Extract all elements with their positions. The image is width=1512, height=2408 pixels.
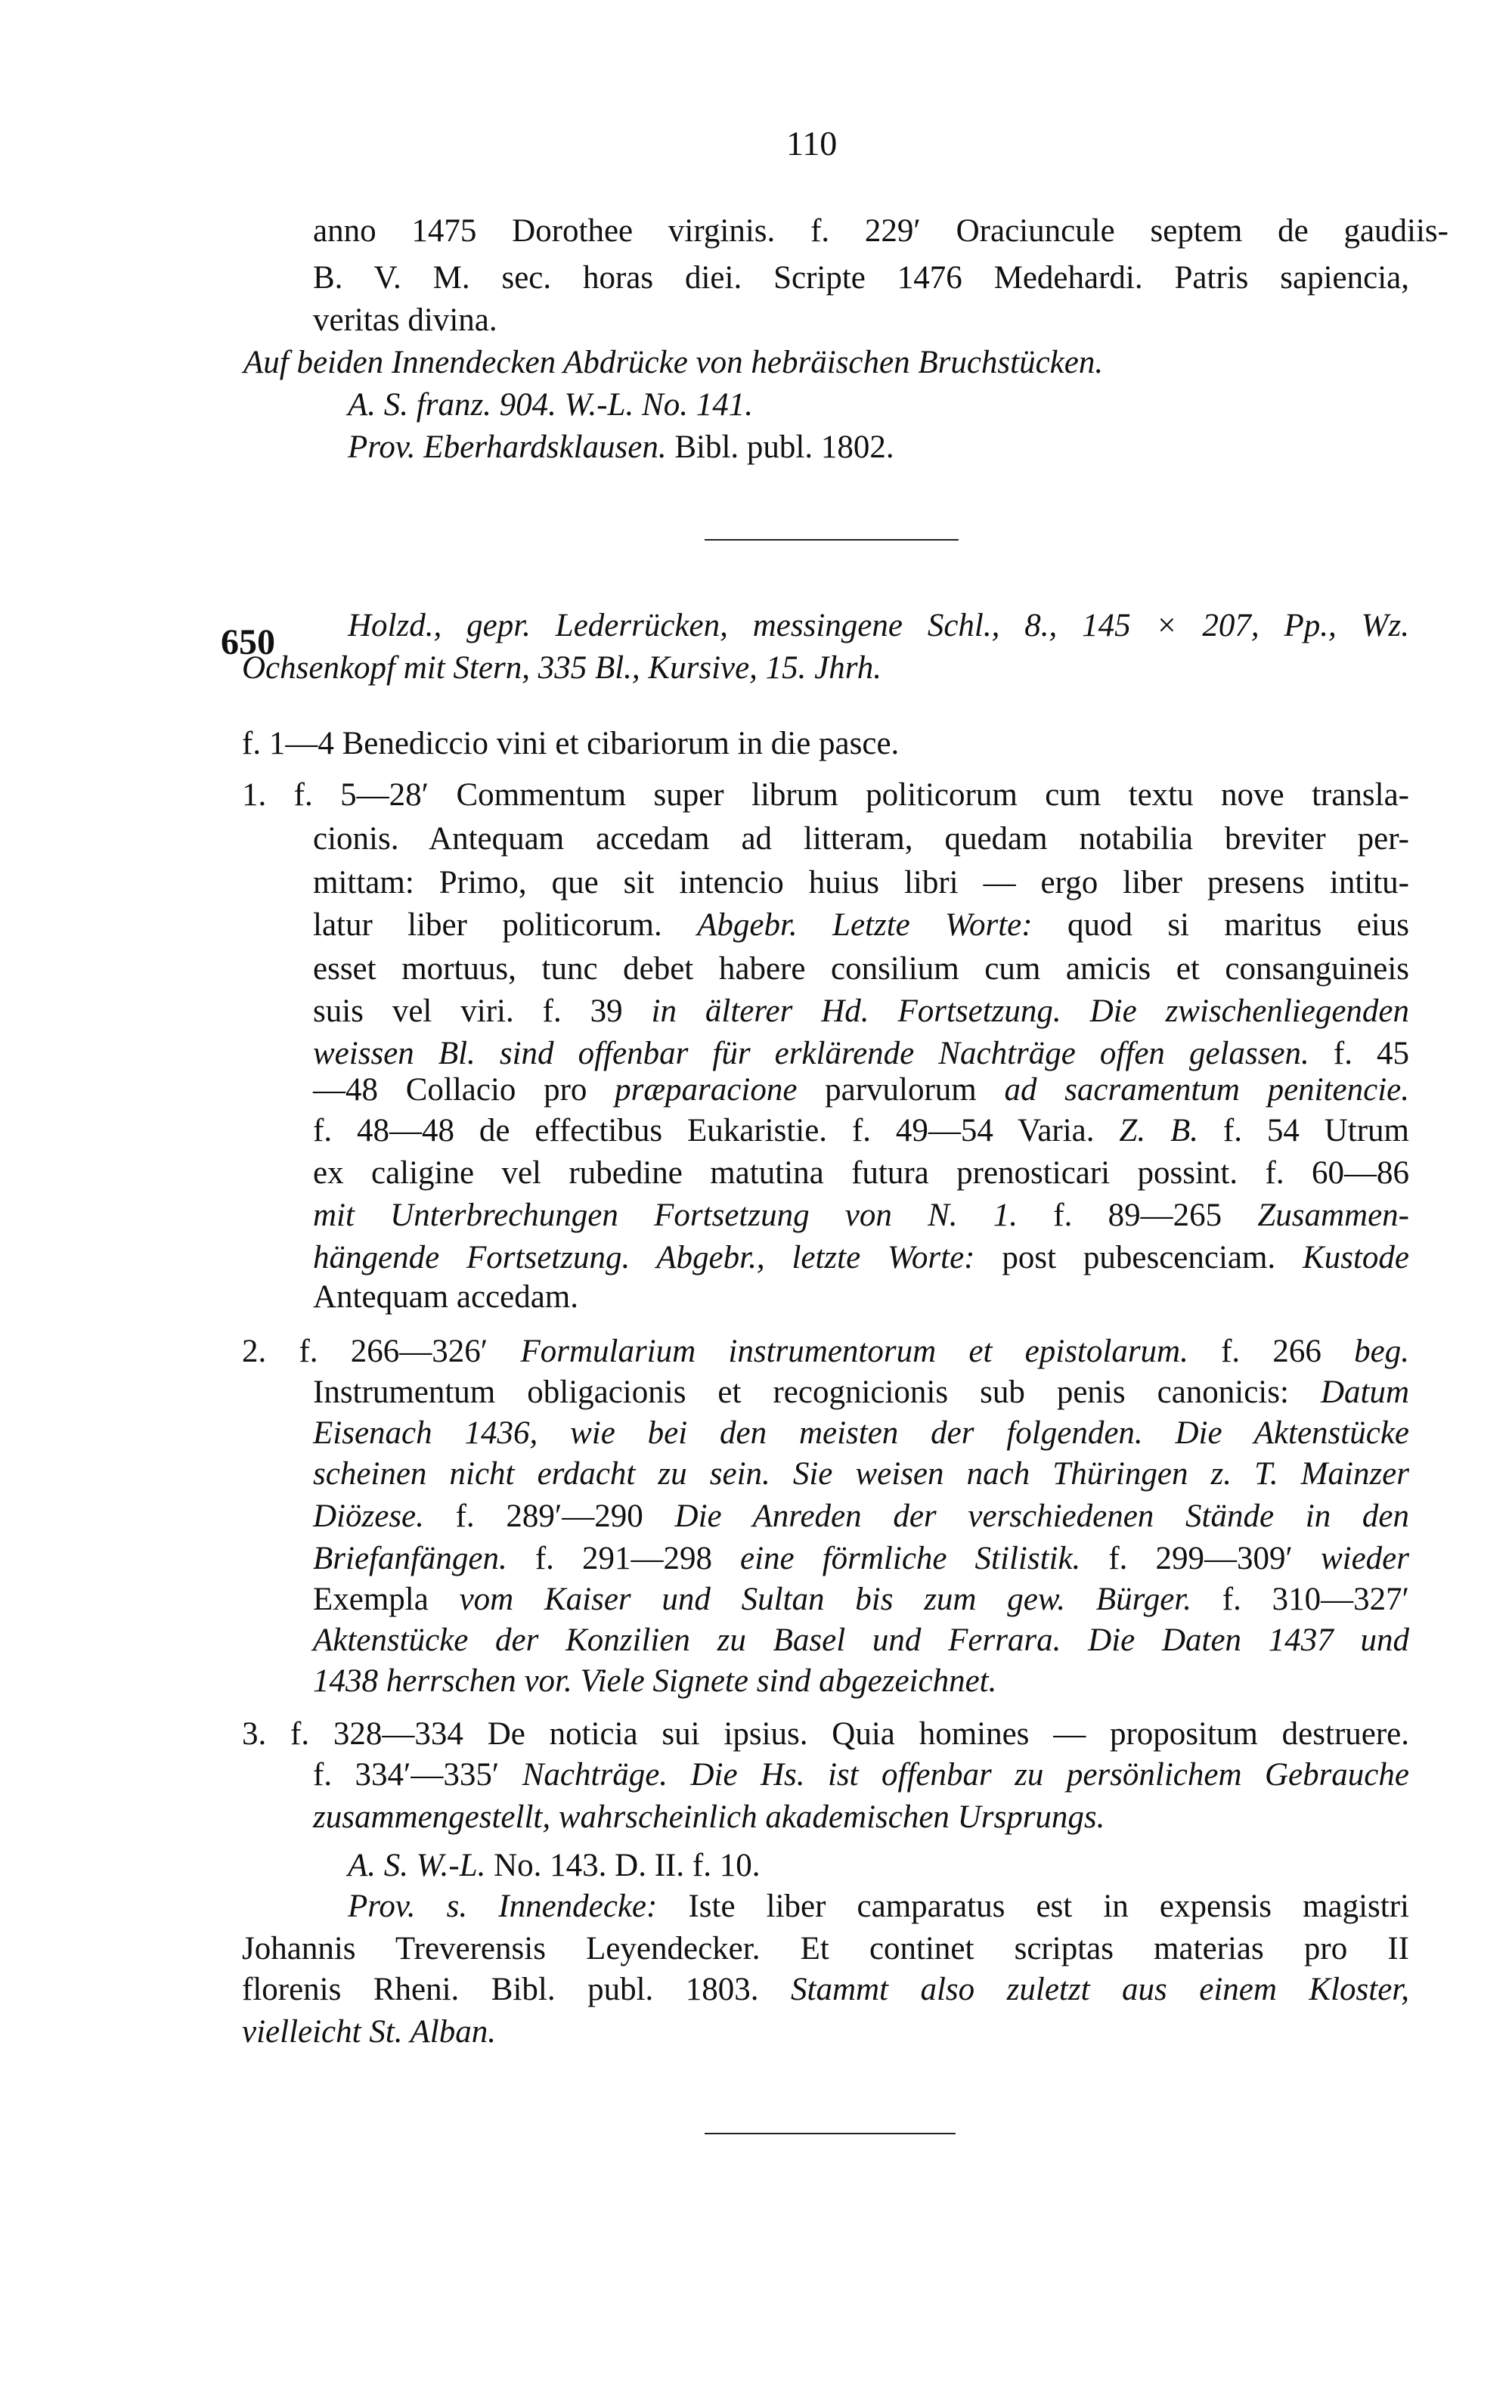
italic-text: Aktenstücke der Konzilien zu Basel und Ferrara. Die Daten 1437 und [313, 1622, 1409, 1658]
text-line [313, 1495, 1409, 1538]
italic-text: beg. [1354, 1334, 1410, 1369]
italic-text: wieder [1320, 1541, 1409, 1576]
text-line [242, 723, 899, 765]
text-line [313, 990, 1409, 1033]
italic-text: Z. B. [1119, 1113, 1198, 1148]
text: Iste liber camparatus est in expensis magistri [657, 1889, 1409, 1924]
text: —48 Collacio pro [313, 1072, 615, 1108]
text: Johannis Treverensis Leyendecker. Et continet scriptas materias pro II [242, 1931, 1409, 1966]
text: 3. f. 328—334 De noticia sui ipsius. Quia homines — propositum destruere. [242, 1716, 1409, 1752]
italic-text: 1438 herrschen vor. Viele Signete sind abgezeichnet. [313, 1663, 997, 1699]
text-line [243, 342, 1103, 384]
page-number: 110 [786, 124, 838, 163]
text: f. 89—265 [1018, 1198, 1258, 1233]
text-line [348, 1845, 760, 1887]
text: f. 1—4 Benediccio vini et cibariorum in die pasce. [242, 726, 900, 761]
section-divider [705, 539, 959, 541]
italic-text: Briefanfängen. [313, 1541, 507, 1576]
text-line [348, 426, 894, 469]
text: f. 299—309′ [1080, 1541, 1321, 1576]
section-divider [705, 2133, 956, 2134]
text-line [313, 1152, 1409, 1195]
text: f. 291—298 [507, 1541, 741, 1576]
italic-text: Die Anreden der verschiedenen Stände in den [674, 1498, 1409, 1534]
text-line [313, 818, 1409, 860]
text-line [242, 1928, 1409, 1970]
italic-text: vielleicht St. Alban. [242, 2014, 496, 2050]
text-line [313, 1796, 1105, 1839]
text-line [242, 2011, 496, 2053]
text-line [313, 1069, 1409, 1111]
text: f. 310—327′ [1191, 1582, 1409, 1617]
text-line [348, 384, 753, 426]
text-line [313, 1195, 1409, 1237]
italic-text: Eisenach 1436, wie bei den meisten der folgenden. Die Aktenstücke [313, 1415, 1409, 1451]
text: esset mortuus, tunc debet habere consilium cum amicis et consanguineis [313, 951, 1409, 987]
text: f. 266 [1188, 1334, 1355, 1369]
text: f. 334′—335′ [313, 1757, 522, 1793]
text: ex caligine vel rubedine matutina futura prenosticari possint. f. 60—86 [313, 1155, 1409, 1191]
text-line [313, 1619, 1409, 1662]
text: f. 45 [1309, 1036, 1410, 1071]
text: f. 54 Utrum [1198, 1113, 1409, 1148]
italic-text: scheinen nicht erdacht zu sein. Sie weisen nach Thüringen z. T. Mainzer [313, 1456, 1409, 1492]
italic-text: Ochsenkopf mit Stern, 335 Bl., Kursive, 15. Jhrh. [242, 650, 881, 686]
text-line [313, 257, 1409, 299]
text-line [348, 1886, 1409, 1928]
text: quod si maritus eius [1032, 907, 1409, 943]
italic-text: in älterer Hd. Fortsetzung. Die zwischenliegenden [651, 993, 1409, 1029]
text: mittam: Primo, que sit intencio huius libri — ergo liber presens intitu- [313, 865, 1409, 900]
text-line [313, 299, 497, 342]
text: f. 48—48 de effectibus Eukaristie. f. 49—54 Varia. [313, 1113, 1120, 1148]
text-line [313, 1538, 1409, 1580]
text: Instrumentum obligacionis et recognicionis sub penis canonicis: [313, 1374, 1321, 1410]
text: post pubescenciam. [974, 1240, 1303, 1275]
italic-text: A. S. W.-L. [348, 1848, 486, 1883]
italic-text: eine förmliche Stilistik. [740, 1541, 1081, 1576]
text-line [313, 1412, 1409, 1455]
italic-text: weissen Bl. sind offenbar für erklärende Nachträge offen gelassen. [313, 1036, 1309, 1071]
text: cionis. Antequam accedam ad litteram, quedam notabilia breviter per- [313, 821, 1409, 857]
text-line [313, 948, 1409, 990]
text: anno 1475 Dorothee virginis. f. 229′ Oraciuncule septem de gaudiis- [313, 213, 1448, 249]
text: No. 143. D. II. f. 10. [485, 1848, 761, 1883]
italic-text: Auf beiden Innendecken Abdrücke von hebräischen Bruchstücken. [243, 345, 1104, 380]
text-line [313, 1371, 1409, 1414]
text-line [242, 1713, 1409, 1756]
italic-text: Nachträge. Die Hs. ist offenbar zu persönlichem Gebrauche [522, 1757, 1409, 1793]
text-line [313, 1754, 1409, 1796]
italic-text: Prov. s. Innendecke: [348, 1889, 658, 1924]
text-line [313, 210, 1448, 253]
text: Bibl. publ. 1802. [666, 429, 894, 465]
text: 2. f. 266—326′ [242, 1334, 521, 1369]
text: latur liber politicorum. [313, 907, 698, 943]
italic-text: Datum [1320, 1374, 1409, 1410]
text-line [313, 862, 1409, 904]
text: f. 289′—290 [423, 1498, 675, 1534]
italic-text: Diözese. [313, 1498, 424, 1534]
text-line [313, 1110, 1409, 1152]
text: veritas divina. [313, 302, 497, 338]
text-line [313, 904, 1409, 947]
italic-text: vom Kaiser und Sultan bis zum gew. Bürger. [459, 1582, 1192, 1617]
italic-text: Formularium instrumentorum et epistolarum. [520, 1334, 1188, 1369]
text: Exempla [313, 1582, 460, 1617]
italic-text: zusammengestellt, wahrscheinlich akademischen Ursprungs. [313, 1799, 1105, 1835]
italic-text: Zusammen- [1257, 1198, 1409, 1233]
text-line [242, 1331, 1409, 1373]
italic-text: Kustode [1303, 1240, 1409, 1275]
text-line [242, 1969, 1409, 2011]
text: B. V. M. sec. horas diei. Scripte 1476 Medehardi. Patris sapiencia, [313, 260, 1409, 296]
text: suis vel viri. f. 39 [313, 993, 652, 1029]
italic-text: mit Unterbrechungen Fortsetzung von N. 1. [313, 1198, 1018, 1233]
text-line [313, 1453, 1409, 1495]
text-line [348, 605, 1409, 647]
italic-text: hängende Fortsetzung. Abgebr., letzte Worte: [313, 1240, 975, 1275]
italic-text: Stammt also zuletzt aus einem Kloster, [791, 1972, 1409, 2007]
text-line [313, 1276, 578, 1319]
entry-number: 650 [221, 622, 275, 662]
text-line [313, 1579, 1409, 1621]
text: Antequam accedam. [313, 1279, 578, 1315]
text-line [313, 1237, 1409, 1279]
italic-text: præparacione [615, 1072, 798, 1108]
italic-text: A. S. franz. 904. W.-L. No. 141. [348, 387, 753, 423]
text-line [242, 647, 881, 690]
italic-text: Prov. Eberhardsklausen. [348, 429, 667, 465]
text-line [313, 1660, 996, 1703]
italic-text: ad sacramentum penitencie. [1004, 1072, 1410, 1108]
text: 1. f. 5—28′ Commentum super librum politicorum cum textu nove transla- [242, 777, 1409, 813]
italic-text: Holzd., gepr. Lederrücken, messingene Schl., 8., 145 × 207, Pp., Wz. [348, 608, 1409, 643]
text: florenis Rheni. Bibl. publ. 1803. [242, 1972, 791, 2007]
text: parvulorum [797, 1072, 1005, 1108]
italic-text: Abgebr. Letzte Worte: [697, 907, 1033, 943]
text-line [242, 774, 1409, 817]
